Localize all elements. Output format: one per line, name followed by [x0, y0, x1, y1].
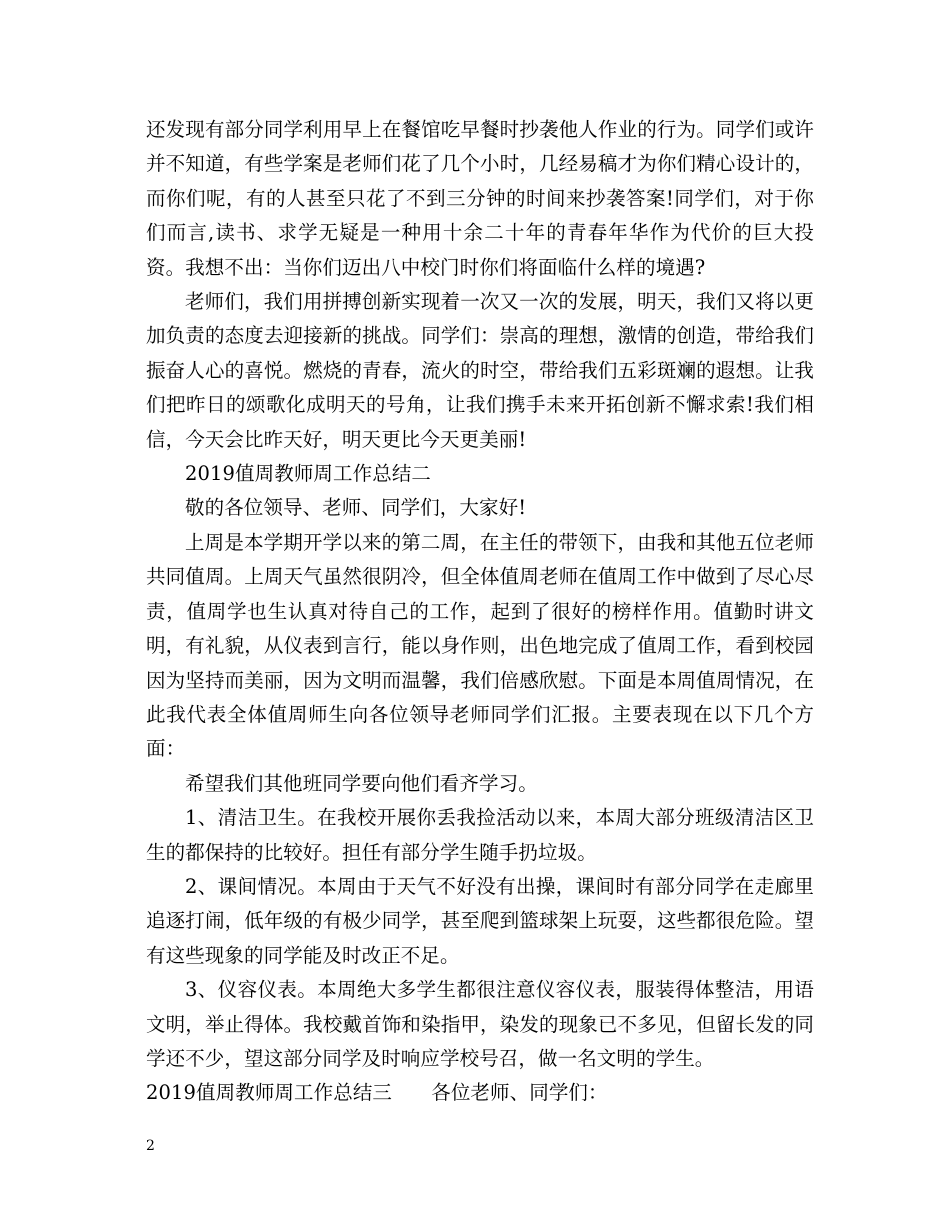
item-cleanliness: 1、清洁卫生。在我校开展你丢我捡活动以来，本周大部分班级清洁区卫生的都保持的比较好。担任有部分学生随手扔垃圾。	[146, 806, 814, 864]
document-body	[146, 113, 814, 1111]
paragraph-copying-homework: 还发现有部分同学利用早上在餐馆吃早餐时抄袭他人作业的行为。同学们或许并不知道，有些学案是老师们花了几个小时，几经易稿才为你们精心设计的，而你们呢，有的人甚至只花了不到三分钟的时间来抄袭答案!同学们，对于你们而言,读书、求学无疑是一种用十余二十年的青春年华作为代价的巨大投资。我想不出：当你们迈出八中校门时你们将面临什么样的境遇?	[146, 118, 814, 279]
paragraph-second-week-duty: 上周是本学期开学以来的第二周，在主任的带领下，由我和其他五位老师共同值周。上周天气虽然很阴冷，但全体值周老师在值周工作中做到了尽心尽责，值周学也生认真对待自己的工作，起到了很好的榜样作用。值勤时讲文明，有礼貌，从仪表到言行，能以身作则，出色地完成了值周工作，看到校园因为坚持而美丽，因为文明而温馨，我们倍感欣慰。下面是本周值周情况，在此我代表全体值周师生向各位领导老师同学们汇报。主要表现在以下几个方面：	[146, 530, 814, 761]
section-heading-summary-three: 2019值周教师周工作总结三 各位老师、同学们：	[146, 1081, 608, 1105]
page-number: 2	[146, 1138, 155, 1154]
paragraph-teachers-innovation: 老师们，我们用拼搏创新实现着一次又一次的发展，明天，我们又将以更加负责的态度去迎接新的挑战。同学们：崇高的理想，激情的创造，带给我们振奋人心的喜悦。燃烧的青春，流火的时空，带给我们五彩斑斓的遐想。让我们把昨日的颂歌化成明天的号角，让我们携手未来开拓创新不懈求索!我们相信，今天会比昨天好，明天更比今天更美丽!	[146, 290, 814, 451]
paragraph-learn-from-them: 希望我们其他班同学要向他们看齐学习。	[185, 771, 538, 795]
item-break-time: 2、课间情况。本周由于天气不好没有出操，课间时有部分同学在走廊里追逐打闹，低年级的有极少同学，甚至爬到篮球架上玩耍，这些都很危险。望有这些现象的同学能及时改正不足。	[146, 874, 814, 967]
greeting-line: 敬的各位领导、老师、同学们，大家好!	[185, 496, 527, 520]
item-appearance: 3、仪容仪表。本周绝大多学生都很注意仪容仪表，服装得体整洁，用语文明，举止得体。我校戴首饰和染指甲，染发的现象已不多见，但留长发的同学还不少，望这部分同学及时响应学校号召，做一名文明的学生。	[146, 978, 814, 1070]
section-heading-summary-two: 2019值周教师周工作总结二	[185, 462, 432, 486]
